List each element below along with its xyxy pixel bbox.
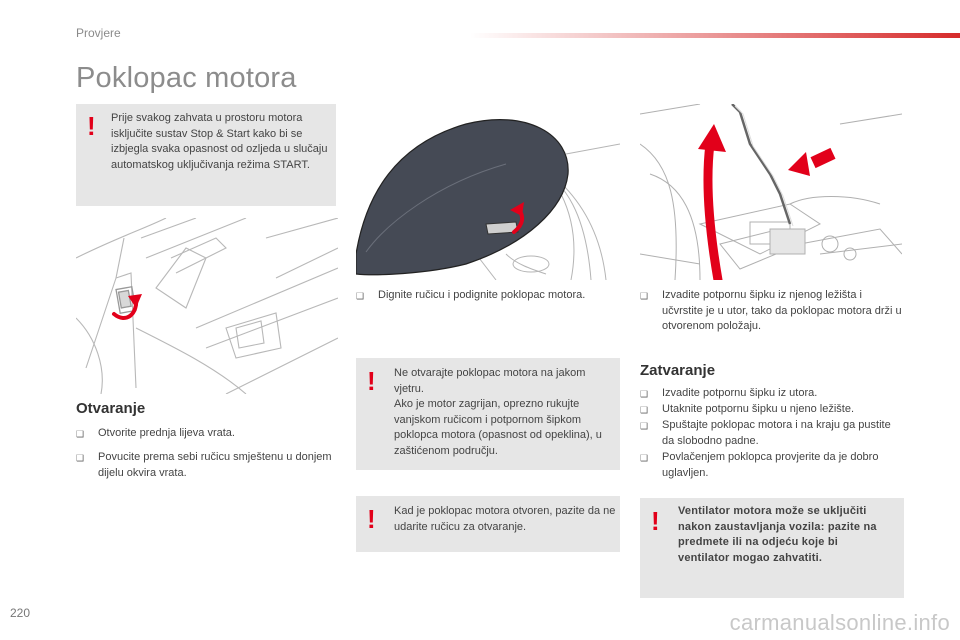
checkbox-bullet-icon: ❑ (76, 453, 85, 463)
warning-exclamation-icon: ! (367, 504, 376, 534)
opening-step-1: ❑ Otvorite prednja lijeva vrata. (76, 427, 235, 439)
page-title: Poklopac motora (76, 62, 297, 94)
opening-heading: Otvaranje (76, 400, 146, 417)
warning-exclamation-icon: ! (367, 366, 376, 396)
warning-box-stop-start (76, 104, 336, 206)
closing-heading: Zatvaranje (640, 362, 716, 379)
illustration-footwell-release (76, 218, 338, 394)
warning-box-wind (356, 358, 620, 470)
warning-exclamation-icon: ! (651, 506, 660, 536)
page-number: 220 (10, 606, 31, 620)
checkbox-bullet-icon: ❑ (76, 429, 85, 439)
closing-step-2: ❑ Utaknite potpornu šipku u njeno ležište. (640, 403, 855, 415)
warning-box-fan (640, 498, 904, 598)
warning-text-handle: Kad je poklopac motora otvoren, pazite da ne udarite ručicu za otvaranje. (394, 505, 616, 533)
right-step: ❑ Izvadite potpornu šipku iz njenog ležišta i učvrstite je u utor, tako da poklopac motora drži u otvorenom položaju. (640, 289, 902, 332)
warning-text-wind: Ne otvarajte poklopac motora na jakom vjetru. Ako je motor zagrijan, oprezno rukujte vanjskom ručicom i potpornom šipkom poklopca motora (opasnost od opeklina), u zaštićenom području. (394, 367, 602, 457)
checkbox-bullet-icon: ❑ (640, 405, 649, 415)
checkbox-bullet-icon: ❑ (640, 453, 649, 463)
closing-step-3: ❑ Spuštajte poklopac motora i na kraju ga pustite da slobodno padne. (640, 419, 891, 447)
middle-step: ❑ Dignite ručicu i podignite poklopac motora. (356, 289, 586, 301)
checkbox-bullet-icon: ❑ (640, 421, 649, 431)
warning-box-handle (356, 496, 620, 552)
watermark: carmanualsonline.info (729, 610, 950, 635)
warning-text-stop-start: Prije svakog zahvata u prostoru motora isključite sustav Stop & Start kako bi se izbjegla svaka opasnost od ozljeda u slučaju automatskog uključivanja režima START. (111, 112, 328, 171)
warning-exclamation-icon: ! (87, 111, 96, 141)
illustration-support-rod (640, 104, 902, 280)
opening-step-2: ❑ Povucite prema sebi ručicu smještenu u donjem dijelu okvira vrata. (76, 451, 332, 479)
closing-step-4: ❑ Povlačenjem poklopca provjerite da je dobro uglavljen. (640, 451, 879, 479)
footwell-drawing (76, 218, 338, 394)
illustration-bonnet-handle (356, 104, 620, 280)
header-rule (470, 33, 960, 38)
checkbox-bullet-icon: ❑ (640, 389, 649, 399)
section-label: Provjere (76, 26, 121, 40)
checkbox-bullet-icon: ❑ (640, 291, 649, 301)
checkbox-bullet-icon: ❑ (356, 291, 365, 301)
red-arrow-icon (788, 148, 836, 176)
warning-text-fan: Ventilator motora može se uključiti nakon zaustavljanja vozila: pazite na predmete ili na odjeću koje bi ventilator mogao zahvatiti. (678, 505, 877, 564)
bonnet-drawing (356, 104, 620, 280)
red-arrow-icon (698, 124, 726, 280)
engine-bay-drawing (640, 104, 902, 280)
closing-step-1: ❑ Izvadite potpornu šipku iz utora. (640, 387, 818, 399)
